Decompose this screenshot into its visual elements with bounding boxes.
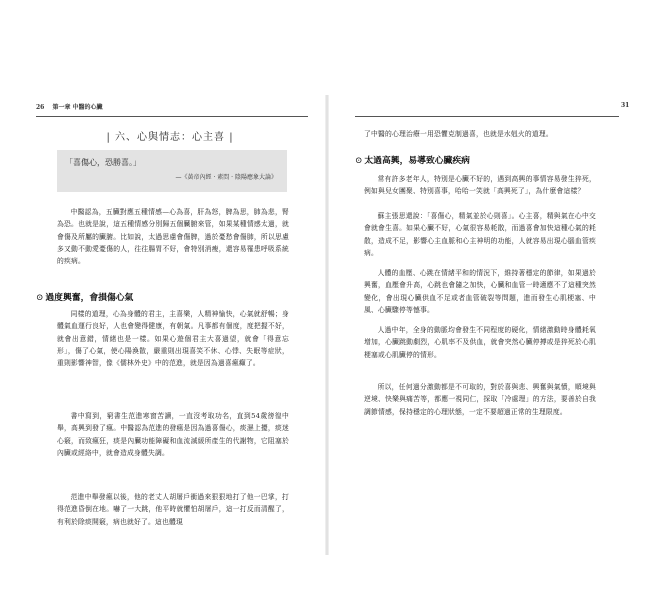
chapter-running-head: 第一章 中醫的心臟 (52, 104, 103, 111)
header-rule-right (355, 116, 619, 117)
paragraph: 中醫認為，五臟對應五種情感—心為喜，肝為怒，脾為思，肺為悲，腎為恐。也就是說，這五種情感分別歸五個臟腑來管，如果某種情感太過，就會傷及所屬的臟腑。比如說，太過思慮會傷脾，過於憂愁會傷肺，所以思慮多又動不動愛憂傷的人，往往腸胃不好，會特別消瘦，還容易罹患呼吸系統的疾病。 (57, 208, 289, 266)
paragraph: 同樣的道理，心為身體的君主，主喜樂，人精神愉快，心氣就舒暢；身體氣血運行良好，人也會變得健康，有朝氣。凡事都有個度，度把握不好，就會出意錯，情緒也是一樣。如果心遊個君主大喜過望，就會「得意忘形」，傷了心氣，使心陽渙散，嚴重則出現喜笑不休、心悸、失眠等症狀，重則影響神智，像《儒林外史》中的范進，就是因為過喜瘋癲了。 (57, 310, 289, 368)
paragraph: 人過中年，全身的動脈均會發生不同程度的硬化，情緒激動時身體耗氧增加，心臟跳動劇烈，心肌率不及供血，就會突然心臟停搏或是猝死於心肌梗塞或心肌臟停的情形。 (364, 326, 596, 359)
section-heading-text: 太過高興，易導致心臟疾病 (364, 156, 470, 166)
section-heading-text: 過度興奮，會損傷心氣 (45, 293, 134, 303)
page-number-right: 31 (621, 102, 630, 109)
epigraph-quote: 「喜傷心，恐勝喜。」 (65, 158, 141, 167)
paragraph: 書中寫到，窮書生范進寒窗苦讀，一直沒考取功名，直到54歲徬徨中舉，高興到發了瘋。中醫認為范進的發瘋是因為過喜傷心，痰濕上擾，痰迷心竅，而致瘋狂，痰是內臟功能障礙和血流滅緩所產生的代謝物，它阻塞於內臟或經絡中，就會造成身體失調。 (57, 412, 289, 457)
circle-dot-icon: ⊙ (36, 293, 44, 303)
paragraph: 所以，任何過分激動都是不可取的，對於喜與悲、興奮與氣憤，順境與逆境、快樂與痛苦等，都應一視同仁，採取「冷處理」的方法，要善於自我調節情感，保持穩定的心理狀態，一定不要超過正常的生理限度。 (364, 383, 596, 416)
paragraph: 蘇主張思還說：「喜傷心，精氣並於心則喜」。心主喜，精與氣在心中交會就會生喜。如果心臟不好，心氣很容易耗散，而過喜會加快這種心氣的耗散，造成不足，影響心主血脈和心主神明的功能，人就容易出現心腦血管疾病。 (364, 212, 596, 257)
paragraph: 常有許多老年人，特別是心臟不好的，遇到高興的事情容易發生猝死，例如與兒女團聚、特別喜事，哈哈一笑就「高興死了」，為什麼會這樣？ (364, 175, 596, 196)
paragraph: 范進中舉發瘋以後，他的老丈人胡屠戶衝過來狠狠地打了他一巴掌，打得范進昏倒在地。嚇了一大跳，他平時就懼怕胡屠戶，這一打反而清醒了，有利於除痰開竅，病也就好了。這也體現 (57, 493, 289, 526)
title-bar-right: | (229, 132, 234, 143)
section-heading (36, 291, 133, 305)
paragraph: 人體的血壓、心跳在情緒平和的情況下，維持著穩定的節律，如果過於興奮，血壓會升高，心跳也會隨之加快，心臟和血管一時適應不了這種突然變化，會出現心臟供血不足或者血管破裂等問題，進而發生心肌梗塞、中風、心臟驟停等憾事。 (364, 269, 596, 314)
chapter-title (90, 128, 250, 148)
header-rule-left (36, 116, 308, 117)
right-page (327, 0, 655, 609)
running-head-left (36, 102, 103, 111)
epigraph-box (57, 150, 287, 192)
left-page (0, 0, 327, 609)
chapter-title-text: 六、心與情志：心主喜 (115, 132, 225, 143)
section-heading (355, 154, 470, 168)
epigraph-source: —《黃帝內經 · 素問 · 陰陽應象大論》 (175, 174, 277, 181)
title-bar-left: | (106, 132, 111, 143)
paragraph: 了中醫的心理治療一用恐懼克制過喜，也就是水剋火的道理。 (364, 130, 553, 138)
circle-dot-icon: ⊙ (355, 156, 363, 166)
page-number-left: 26 (36, 104, 45, 111)
